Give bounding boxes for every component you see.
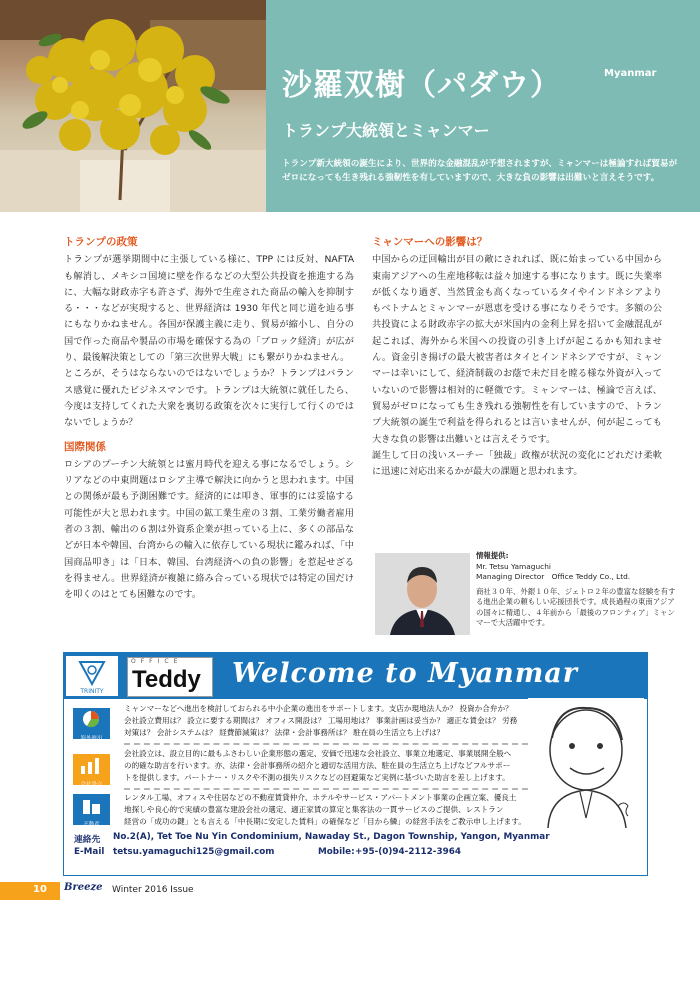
paragraph: 中国からの迂回輸出が目の敵にされれば、既に始まっている中国から東南アジアへの生産地移転は益々加速する事になります。既に失業率が低くなり過ぎ、当然賃金も高くなっているタイやインドネシアよりもベトナムとミャンマーが恩恵を受ける事になりそうです。多額の公共投資による財政赤字の拡大が米国内の金利上昇を招いて金融混乱が起これば、海外から米国への投資の引き上げが起こるかも知れません。資金引き揚げの最大被害者はタイとインドネシアですが、ミャンマーは幸いにして、経済制裁のお蔭で未だ目を瞠る様な外資が入っていないので影響は相対的に軽微です。ミャンマーは、極論で言えば、貿易がゼロになっても生き残れる強靭性を有していますので、トランプ大統領の誕生で利益を得られるとは言いませんが、何が起こっても大きな負の影響は出難いとは言えそうです。 — [372, 254, 662, 445]
paragraph: トランプが選挙期間中に主張している様に、TPP には反対、NAFTA も解消し、メキシコ国境に壁を作るなどの大型公共投資を推進する為に、大幅な財政赤字も許さず、海外で生産された商品の輸入を抑制する・・・などが実現すると、世界経済は 1930 年代と同じ道を辿る事にもなりかねません。各国が保護主義に走り、貿易が縮小し、自分の国で作った商品や製品の市場を確保する為の「ブロック経済」が広がり、最後解決策としての「第三次世界大戦」にも繋がりかねません。 — [64, 254, 354, 364]
breeze-logo: Breeze — [64, 882, 103, 893]
issue-label: Winter 2016 Issue — [112, 885, 194, 895]
email-link[interactable]: tetsu.yamaguchi125@gmail.com — [113, 847, 275, 857]
trinity-logo-icon — [66, 656, 118, 696]
contact-address: No.2(A), Tet Toe Nu Yin Condominium, Nawaday St., Dagon Township, Yangon, Myanmar — [113, 832, 550, 842]
service-text-line: レンタル工場、オフィスや住居などの不動産賃貸仲介、ホテルやサービス・アパートメント事業の企画立案、優良土 — [124, 793, 517, 802]
page-number-tab — [0, 882, 60, 900]
page-number: 10 — [33, 884, 47, 895]
dashed-divider — [124, 788, 528, 790]
service-text-line: 地探しや良心的で実績の豊富な建設会社の選定、適正家賃の算定と集客法の一貫サービスのご提供、レストラン — [124, 805, 504, 814]
service-text-line: 会社設立は、設立目的に最もふさわしい企業形態の選定、安価で迅速な会社設立、事業立地選定、事業展開全般へ — [124, 749, 512, 758]
section-heading-myanmar-impact: ミャンマーへの影響は？ — [372, 236, 488, 248]
trinity-logo — [66, 656, 118, 696]
service-text-line: 経営の「成功の鍵」とも言える「中長期に安定した賃料」の確保など「目から鱗」の経営手法をご教示申し上げます。 — [124, 817, 526, 826]
profile-label: 情報提供: — [476, 551, 509, 560]
left-column — [64, 234, 354, 604]
caricature-illustration — [528, 698, 644, 828]
author-profile — [476, 551, 682, 629]
service-text-line: トを提供します。パートナー・リスクや不測の損失リスクなどの回避策など実例に基づいた助言を差し上げます。 — [124, 773, 510, 782]
dashed-divider — [124, 743, 528, 745]
caricature-drawing — [528, 698, 644, 828]
real-estate-icon — [73, 794, 110, 828]
service-text-line: 会社設立費用は？ 設立に要する期間は？ オフィス開設は？ 工場用地は？ 事業計画は妥当か？ 適正な賃金は？ 労務 — [124, 716, 518, 725]
flower-illustration — [0, 0, 266, 212]
service-text-line: ミャンマーなどへ進出を検討しておられる中小企業の進出をサポートします。支店か現地法人か？ 投資か合弁か？ — [124, 704, 513, 713]
article-subtitle: トランプ大統領とミャンマー — [282, 121, 490, 140]
padauk-flower-photo — [0, 0, 266, 212]
portrait-illustration — [375, 553, 470, 635]
contact-label: 連絡先 — [74, 835, 101, 845]
service-text-line: の的確な助言を行います。亦、法律・会計事務所の紹介と適切な活用方法、駐在員の生活立ち上げなどフルサポー — [124, 761, 511, 770]
paragraph: ロシアのプーチン大統領とは蜜月時代を迎える事になるでしょう。シリアなどの中東問題はロシア主導で解決に向かうと思われます。中国との関係が最も予測困難です。経済的には叩き、軍事的には妥協する可能性が大と思われます。中国の鉱工業生産の３割、工業労働者雇用者の３割、輸出の６割は外資系企業が担っている上に、多くの部品などが日本や韓国、台湾からの輸入に依存している現状に鑑みれば、「中国商品叩き」は「日本、韓国、台湾経済への負の影響」を惹起せざるを得ません。世界経済が複雑に絡み合っている現状では特定の国だけを叩くのはとても困難なのです。 — [64, 458, 354, 601]
country-label: Myanmar — [604, 68, 657, 79]
author-portrait — [375, 553, 470, 635]
overseas-expansion-icon — [73, 708, 110, 742]
profile-role: Managing Director Office Teddy Co., Ltd. — [476, 572, 631, 581]
service-text-line: 対策は？ 会計システムは？ 経費節減策は？ 法律・会計事務所は？ 駐在員の生活立ち上げは？ — [124, 728, 445, 737]
section-heading-trump-policy: トランプの政策 — [64, 236, 138, 248]
email-label: E-Mail — [74, 847, 105, 857]
mobile-number[interactable]: +95-(0)94-2112-3964 — [355, 847, 461, 857]
icon-label: 海外進出 — [80, 736, 103, 742]
company-setup-icon — [73, 754, 110, 788]
welcome-heading: Welcome to Myanmar — [232, 658, 579, 689]
icon-label: 不動産 — [83, 822, 100, 828]
profile-name: Mr. Tetsu Yamaguchi — [476, 561, 551, 571]
mobile-label: Mobile: — [318, 847, 355, 857]
profile-bio: 商社３０年、外銀１０年、ジェトロ２年の豊富な経験を有する進出企業の頼もしい応援団長です。成長過程の東南アジアの国々に精通し、４年前から「最後のフロンティア」ミャンマーで大活躍中です。 — [476, 586, 676, 627]
lead-paragraph: トランプ新大統領の誕生により、世界的な金融混乱が予想されますが、ミャンマーは極論すれば貿易がゼロになっても生き残れる強靭性を有していますので、大きな負の影響は出難いと言えそうです。 — [282, 159, 678, 183]
article-title: 沙羅双樹（パダウ） — [282, 68, 561, 103]
teddy-office-text: OFFICE — [131, 658, 183, 665]
section-heading-international: 国際関係 — [64, 440, 106, 453]
trinity-label: TRINITY — [80, 688, 104, 695]
paragraph: 誕生して日の浅いスーチー「独裁」政権が状況の変化にどれだけ柔軟に迅速に対応出来るかが最大の課題と思われます。 — [372, 449, 662, 478]
teddy-wordmark: Teddy — [132, 666, 201, 693]
right-column — [372, 234, 662, 480]
paragraph: ところが、そうはならないのではないでしょうか？トランプはバランス感覚に優れたビジネスマンです。トランプは大統領に就任したら、今度は支持してくれた大衆を裏切る政策を次々に実行して行くのではないでしょうか？ — [64, 368, 354, 429]
icon-label: 会社設立 — [80, 782, 103, 788]
